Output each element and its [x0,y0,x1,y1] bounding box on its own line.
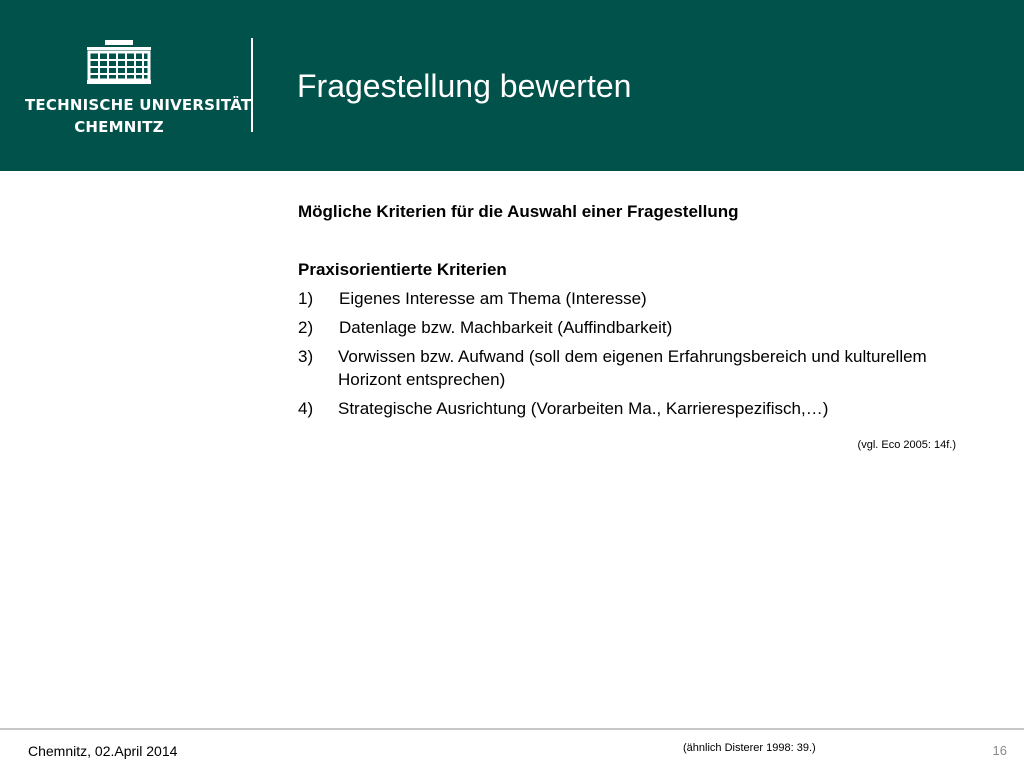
item-number: 4) [298,399,314,418]
footer-divider [0,728,1024,730]
item-text: Vorwissen bzw. Aufwand (soll dem eigenen Erfahrungsbereich und kulturellem Horizont entsprechen) [338,347,927,389]
slide-title: Fragestellung bewerten [297,68,632,104]
footer-date: Chemnitz, 02.April 2014 [28,743,178,759]
list-item [298,316,978,339]
item-number: 2) [298,318,314,337]
item-text: Datenlage bzw. Machbarkeit (Auffindbarkeit) [339,318,673,337]
page-number: 16 [992,743,1007,758]
header-divider [251,38,253,132]
logo-line-1: TECHNISCHE UNIVERSITÄT [25,96,252,114]
list-item [298,287,978,310]
citation: (vgl. Eco 2005: 14f.) [857,439,956,451]
list-item [298,345,978,391]
content-heading: Mögliche Kriterien für die Auswahl einer Fragestellung [298,202,739,221]
university-building-icon [87,40,151,84]
university-logo-text [25,94,252,138]
item-text: Strategische Ausrichtung (Vorarbeiten Ma., Karrierespezifisch,…) [338,399,829,418]
content-subheading: Praxisorientierte Kriterien [298,260,507,279]
slide-content [298,200,978,426]
footer-reference: (ähnlich Disterer 1998: 39.) [683,742,816,754]
item-text: Eigenes Interesse am Thema (Interesse) [339,289,647,308]
list-item [298,397,978,420]
slide-header [0,0,1024,171]
item-number: 1) [298,289,314,308]
item-number: 3) [298,347,314,366]
criteria-list [298,287,978,420]
logo-line-2: CHEMNITZ [74,118,164,136]
